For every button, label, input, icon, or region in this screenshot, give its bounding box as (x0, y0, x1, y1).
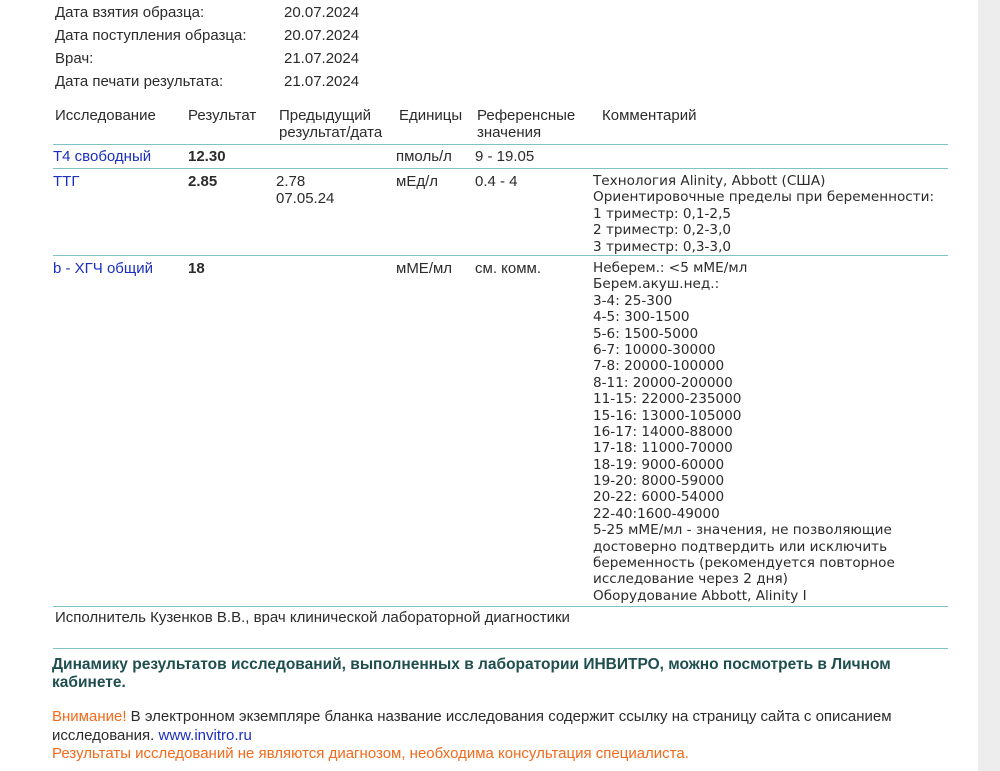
comment-line: Берем.акуш.нед.: (593, 276, 720, 293)
table-divider (53, 255, 948, 256)
row-hcg-comment (593, 260, 895, 604)
table-divider (53, 606, 948, 607)
header-study: Исследование (55, 107, 156, 124)
meta-label: Дата взятия образца: (55, 4, 205, 21)
header-comment: Комментарий (602, 107, 697, 124)
comment-line: 22-40:1600-49000 (593, 505, 720, 522)
row-t4-name-link[interactable]: Т4 свободный (53, 148, 152, 165)
table-divider (53, 168, 948, 169)
meta-value: 20.07.2024 (284, 4, 360, 21)
comment-line: 3 триместр: 0,3-3,0 (593, 238, 732, 255)
comment-line: 2 триместр: 0,2-3,0 (593, 222, 732, 239)
comment-line: беременность (рекомендуется повторное (593, 555, 895, 572)
table-divider (53, 144, 948, 145)
meta-label: Дата поступления образца: (55, 27, 247, 44)
row-t4-reference: 9 - 19.05 (475, 148, 535, 165)
comment-line: 6-7: 10000-30000 (593, 341, 716, 358)
section-divider (53, 648, 948, 649)
warning-block (52, 707, 972, 745)
comment-line: 5-25 мМЕ/мл - значения, не позволяющие (593, 522, 892, 539)
header-previous (279, 107, 382, 141)
warning-label: Внимание! (52, 708, 127, 725)
comment-line: 4-5: 300-1500 (593, 309, 690, 326)
row-ttg-reference: 0.4 - 4 (475, 173, 518, 190)
comment-line: 17-18: 11000-70000 (593, 440, 733, 457)
meta-value: 21.07.2024 (284, 50, 360, 67)
row-hcg-units: мМЕ/мл (396, 260, 453, 277)
row-ttg-previous-value: 2.78 (276, 173, 306, 190)
header-reference-line1: Референсные (477, 107, 576, 124)
row-hcg-reference: см. комм. (475, 260, 542, 277)
comment-line: Ориентировочные пределы при беременности: (593, 189, 935, 206)
comment-line: достоверно подтвердить или исключить (593, 538, 888, 555)
comment-line: 11-15: 22000-235000 (593, 391, 742, 408)
meta-value: 21.07.2024 (284, 73, 360, 90)
comment-line: 5-6: 1500-5000 (593, 325, 699, 342)
row-ttg-comment (593, 173, 934, 255)
comment-line: 3-4: 25-300 (593, 292, 673, 309)
header-reference (477, 107, 575, 141)
comment-line: 20-22: 6000-54000 (593, 489, 725, 506)
page-edge (978, 0, 1000, 771)
header-previous-line2: результат/дата (279, 124, 383, 141)
row-hcg-name-link[interactable]: b - ХГЧ общий (53, 260, 153, 277)
comment-line: 19-20: 8000-59000 (593, 473, 725, 490)
comment-line: 18-19: 9000-60000 (593, 456, 725, 473)
comment-line: Оборудование Abbott, Alinity I (593, 587, 807, 604)
comment-line: 15-16: 13000-105000 (593, 407, 742, 424)
meta-label: Дата печати результата: (55, 73, 224, 90)
comment-line: Технология Alinity, Abbott (США) (593, 173, 826, 189)
row-ttg-units: мЕд/л (396, 173, 438, 190)
row-hcg-result: 18 (188, 260, 205, 277)
disclaimer-text: Результаты исследований не являются диагнозом, необходима консультация специалиста. (52, 745, 689, 762)
header-reference-line2: значения (477, 124, 542, 141)
executor-line: Исполнитель Кузенков В.В., врач клинической лабораторной диагностики (55, 609, 570, 626)
row-t4-result: 12.30 (188, 148, 226, 165)
meta-label: Врач: (55, 50, 94, 67)
row-t4-units: пмоль/л (396, 148, 452, 165)
comment-line: 8-11: 20000-200000 (593, 374, 733, 391)
header-units: Единицы (399, 107, 463, 124)
comment-line: 7-8: 20000-100000 (593, 358, 725, 375)
row-ttg-name-link[interactable]: ТТГ (53, 173, 80, 190)
comment-line: 1 триместр: 0,1-2,5 (593, 205, 732, 222)
comment-line: исследование через 2 дня) (593, 571, 788, 588)
comment-line: 16-17: 14000-88000 (593, 423, 733, 440)
invitro-link[interactable]: www.invitro.ru (158, 727, 252, 744)
warning-text: В электронном экземпляре бланка название исследования содержит ссылку на страницу сайта с описанием исследования. (52, 708, 892, 744)
header-previous-line1: Предыдущий (279, 107, 372, 124)
row-ttg-previous-date: 07.05.24 (276, 190, 335, 207)
row-ttg-result: 2.85 (188, 173, 218, 190)
notice-text: Динамику результатов исследований, выполненных в лаборатории ИНВИТРО, можно посмотреть в Личном кабинете. (52, 656, 891, 691)
meta-value: 20.07.2024 (284, 27, 360, 44)
header-result: Результат (188, 107, 257, 124)
comment-line: Неберем.: <5 мМЕ/мл (593, 260, 748, 276)
